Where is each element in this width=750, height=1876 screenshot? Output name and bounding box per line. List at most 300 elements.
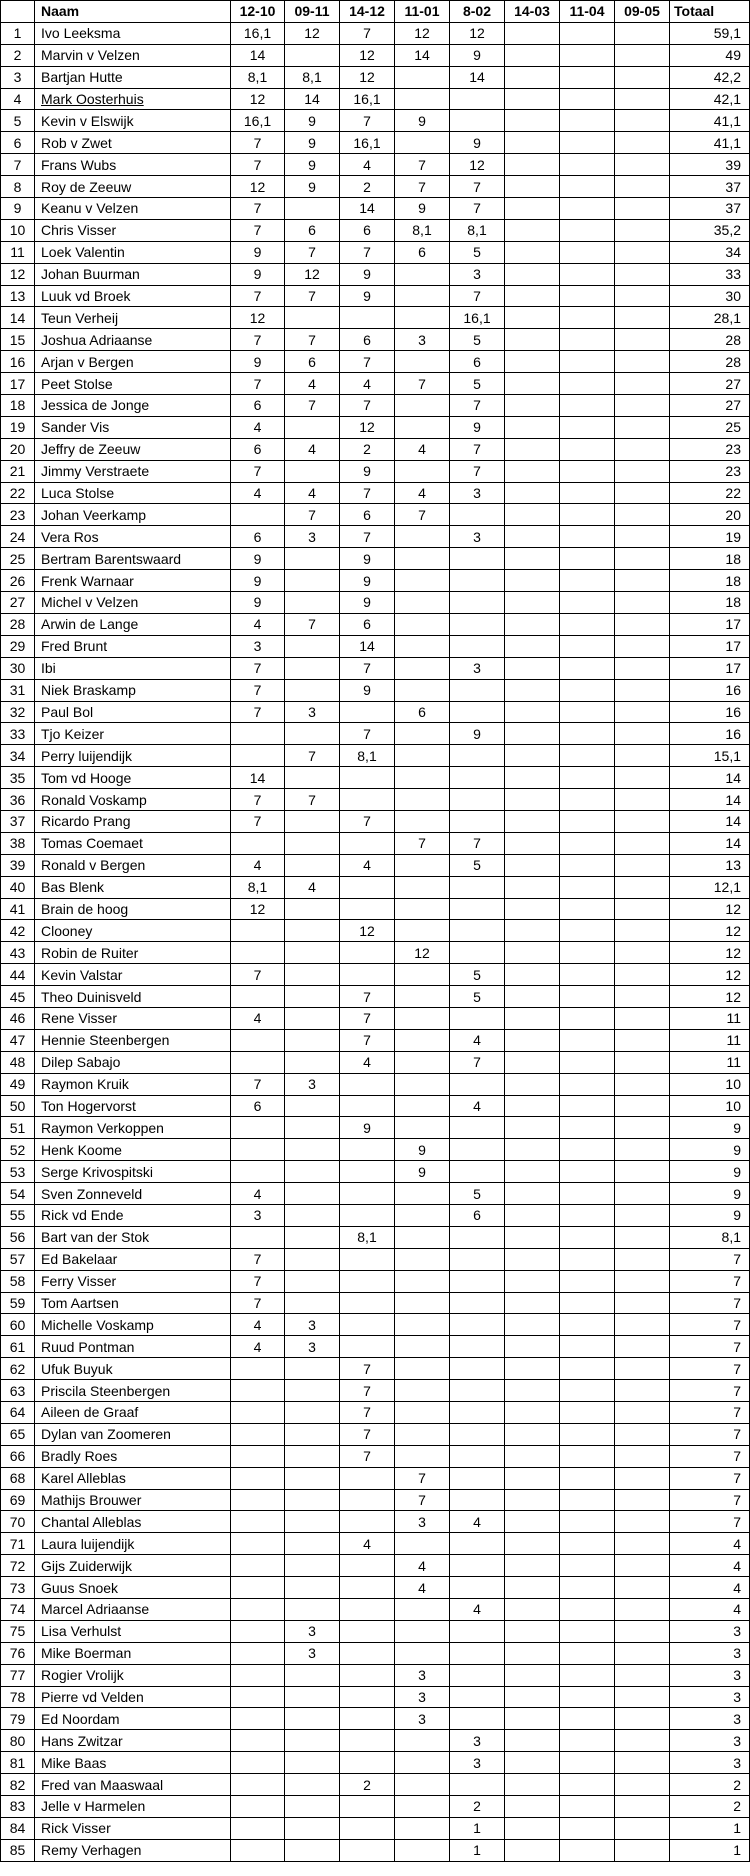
name-cell: Henk Koome (35, 1139, 231, 1161)
name-cell: Pierre vd Velden (35, 1686, 231, 1708)
score-cell (560, 701, 615, 723)
score-cell (505, 789, 560, 811)
score-cell (505, 679, 560, 701)
score-cell (505, 657, 560, 679)
score-cell: 7 (450, 1051, 505, 1073)
total-cell: 3 (670, 1708, 750, 1730)
score-cell (395, 1204, 450, 1226)
score-cell: 7 (231, 329, 285, 351)
score-cell: 14 (231, 767, 285, 789)
table-row (1, 526, 750, 548)
rank-cell: 81 (1, 1752, 35, 1774)
score-cell (615, 701, 670, 723)
score-cell (450, 876, 505, 898)
table-row (1, 395, 750, 417)
score-cell (560, 88, 615, 110)
rank-cell: 79 (1, 1708, 35, 1730)
rank-cell: 30 (1, 657, 35, 679)
score-cell: 7 (285, 745, 340, 767)
table-row (1, 198, 750, 220)
total-cell: 9 (670, 1204, 750, 1226)
total-cell: 17 (670, 613, 750, 635)
name-cell: Dilep Sabajo (35, 1051, 231, 1073)
score-cell (615, 1599, 670, 1621)
score-cell (450, 88, 505, 110)
score-cell (395, 964, 450, 986)
score-cell (231, 1817, 285, 1839)
score-cell: 5 (450, 964, 505, 986)
score-cell (560, 548, 615, 570)
score-cell (231, 1599, 285, 1621)
header-date: 14-12 (340, 1, 395, 23)
score-cell (560, 898, 615, 920)
table-row (1, 1686, 750, 1708)
name-cell: Lisa Verhulst (35, 1620, 231, 1642)
header-total: Totaal (670, 1, 750, 23)
score-cell (340, 1599, 395, 1621)
rank-cell: 66 (1, 1445, 35, 1467)
score-cell: 3 (450, 482, 505, 504)
score-cell (560, 263, 615, 285)
total-cell: 7 (670, 1314, 750, 1336)
score-cell: 7 (340, 482, 395, 504)
name-cell: Arwin de Lange (35, 613, 231, 635)
score-cell (560, 1686, 615, 1708)
name-cell: Niek Braskamp (35, 679, 231, 701)
score-cell (615, 1051, 670, 1073)
rank-cell: 63 (1, 1380, 35, 1402)
score-cell: 3 (395, 1511, 450, 1533)
score-cell (505, 1664, 560, 1686)
score-cell (450, 1642, 505, 1664)
score-cell: 7 (285, 504, 340, 526)
rank-cell: 47 (1, 1029, 35, 1051)
total-cell: 16 (670, 701, 750, 723)
score-cell (395, 1051, 450, 1073)
score-cell (450, 679, 505, 701)
score-cell (615, 1817, 670, 1839)
score-cell (505, 898, 560, 920)
score-cell (395, 132, 450, 154)
score-cell: 2 (450, 1796, 505, 1818)
table-row (1, 1117, 750, 1139)
total-cell: 14 (670, 832, 750, 854)
name-cell: Jeffry de Zeeuw (35, 438, 231, 460)
table-row (1, 1489, 750, 1511)
rank-cell: 20 (1, 438, 35, 460)
score-cell (340, 898, 395, 920)
total-cell: 30 (670, 285, 750, 307)
score-cell: 7 (285, 395, 340, 417)
score-cell (450, 1620, 505, 1642)
name-cell: Michel v Velzen (35, 592, 231, 614)
score-cell (505, 876, 560, 898)
score-cell (615, 438, 670, 460)
score-cell (285, 1533, 340, 1555)
rank-cell: 40 (1, 876, 35, 898)
score-cell (450, 1292, 505, 1314)
table-row (1, 767, 750, 789)
score-cell: 9 (285, 110, 340, 132)
score-cell: 7 (340, 723, 395, 745)
score-cell (505, 635, 560, 657)
score-cell (450, 1336, 505, 1358)
header-date: 12-10 (231, 1, 285, 23)
score-cell (505, 1555, 560, 1577)
score-cell (340, 1095, 395, 1117)
rank-cell: 29 (1, 635, 35, 657)
score-cell: 7 (340, 1029, 395, 1051)
score-cell (615, 1226, 670, 1248)
score-cell (505, 373, 560, 395)
score-cell (231, 1577, 285, 1599)
score-cell: 7 (231, 373, 285, 395)
score-cell (285, 810, 340, 832)
score-cell (340, 1183, 395, 1205)
rank-cell: 54 (1, 1183, 35, 1205)
score-cell (615, 986, 670, 1008)
score-cell (505, 1248, 560, 1270)
score-cell (560, 395, 615, 417)
total-cell: 13 (670, 854, 750, 876)
name-cell: Johan Buurman (35, 263, 231, 285)
score-cell (560, 1620, 615, 1642)
name-cell: Arjan v Bergen (35, 351, 231, 373)
score-cell (560, 942, 615, 964)
score-cell: 7 (340, 351, 395, 373)
table-row (1, 832, 750, 854)
name-cell: Ronald v Bergen (35, 854, 231, 876)
score-cell (560, 1073, 615, 1095)
table-row (1, 613, 750, 635)
rank-cell: 78 (1, 1686, 35, 1708)
table-row (1, 657, 750, 679)
header-date: 11-04 (560, 1, 615, 23)
name-cell: Aileen de Graaf (35, 1402, 231, 1424)
score-cell (505, 1620, 560, 1642)
score-cell (615, 1489, 670, 1511)
score-cell (450, 920, 505, 942)
score-cell: 7 (231, 198, 285, 220)
score-cell: 7 (340, 1007, 395, 1029)
score-cell (615, 1774, 670, 1796)
total-cell: 25 (670, 416, 750, 438)
score-cell (231, 1051, 285, 1073)
score-cell (615, 44, 670, 66)
total-cell: 18 (670, 570, 750, 592)
table-row (1, 920, 750, 942)
score-cell: 16,1 (231, 110, 285, 132)
table-row (1, 1796, 750, 1818)
score-cell (395, 679, 450, 701)
score-cell (395, 1817, 450, 1839)
score-cell: 1 (450, 1817, 505, 1839)
score-cell (615, 351, 670, 373)
score-cell (231, 942, 285, 964)
score-cell: 6 (231, 395, 285, 417)
score-cell (505, 1095, 560, 1117)
score-cell (231, 1686, 285, 1708)
name-cell: Marvin v Velzen (35, 44, 231, 66)
rank-cell: 31 (1, 679, 35, 701)
rank-cell: 43 (1, 942, 35, 964)
score-cell (450, 1423, 505, 1445)
table-row (1, 1007, 750, 1029)
score-cell: 4 (231, 613, 285, 635)
name-cell: Remy Verhagen (35, 1839, 231, 1861)
score-cell (615, 132, 670, 154)
name-cell: Rick vd Ende (35, 1204, 231, 1226)
total-cell: 4 (670, 1533, 750, 1555)
score-cell: 9 (285, 132, 340, 154)
score-cell (505, 1270, 560, 1292)
score-cell (231, 1467, 285, 1489)
total-cell: 3 (670, 1642, 750, 1664)
name-cell: Frenk Warnaar (35, 570, 231, 592)
score-cell: 9 (450, 132, 505, 154)
score-cell (615, 920, 670, 942)
table-row (1, 22, 750, 44)
score-cell (615, 1380, 670, 1402)
table-row (1, 132, 750, 154)
score-cell: 7 (395, 1489, 450, 1511)
rank-cell: 77 (1, 1664, 35, 1686)
score-cell (395, 307, 450, 329)
score-cell: 12 (285, 263, 340, 285)
score-cell (395, 1007, 450, 1029)
score-cell (615, 1555, 670, 1577)
score-cell (560, 986, 615, 1008)
score-cell (450, 1467, 505, 1489)
score-cell (560, 1533, 615, 1555)
score-cell: 7 (340, 22, 395, 44)
score-cell: 7 (340, 810, 395, 832)
score-cell (615, 285, 670, 307)
score-cell (505, 832, 560, 854)
name-cell: Loek Valentin (35, 241, 231, 263)
score-cell (285, 1117, 340, 1139)
name-cell: Keanu v Velzen (35, 198, 231, 220)
total-cell: 9 (670, 1117, 750, 1139)
score-cell (615, 88, 670, 110)
score-cell (505, 1423, 560, 1445)
score-cell (560, 110, 615, 132)
score-cell: 4 (450, 1095, 505, 1117)
table-row (1, 898, 750, 920)
table-row (1, 66, 750, 88)
score-cell (231, 1533, 285, 1555)
total-cell: 7 (670, 1248, 750, 1270)
score-cell (450, 1073, 505, 1095)
score-cell (615, 1445, 670, 1467)
header-index (1, 1, 35, 23)
name-cell: Guus Snoek (35, 1577, 231, 1599)
score-cell (395, 1248, 450, 1270)
score-cell (560, 1204, 615, 1226)
table-row (1, 1577, 750, 1599)
score-cell: 14 (231, 44, 285, 66)
score-cell (505, 1489, 560, 1511)
score-cell: 5 (450, 329, 505, 351)
score-cell: 9 (450, 723, 505, 745)
score-cell: 9 (231, 548, 285, 570)
score-cell: 7 (450, 460, 505, 482)
score-cell (340, 1314, 395, 1336)
score-cell (340, 1139, 395, 1161)
score-cell (615, 1533, 670, 1555)
score-cell (395, 876, 450, 898)
table-row (1, 592, 750, 614)
score-cell: 7 (395, 176, 450, 198)
score-cell (560, 219, 615, 241)
score-cell: 7 (450, 198, 505, 220)
score-cell (615, 241, 670, 263)
score-cell: 5 (450, 373, 505, 395)
total-cell: 42,1 (670, 88, 750, 110)
score-cell (395, 810, 450, 832)
table-row (1, 679, 750, 701)
score-cell (615, 1642, 670, 1664)
rank-cell: 49 (1, 1073, 35, 1095)
score-cell (505, 701, 560, 723)
score-cell (285, 1730, 340, 1752)
score-cell: 7 (450, 832, 505, 854)
score-cell (505, 22, 560, 44)
total-cell: 4 (670, 1555, 750, 1577)
name-cell: Michelle Voskamp (35, 1314, 231, 1336)
rank-cell: 23 (1, 504, 35, 526)
score-cell (505, 942, 560, 964)
name-cell: Clooney (35, 920, 231, 942)
rank-cell: 34 (1, 745, 35, 767)
score-cell: 3 (450, 1730, 505, 1752)
score-cell: 7 (231, 964, 285, 986)
rank-cell: 85 (1, 1839, 35, 1861)
score-cell (395, 460, 450, 482)
total-cell: 7 (670, 1511, 750, 1533)
score-cell: 7 (340, 657, 395, 679)
score-cell (505, 307, 560, 329)
score-cell: 16,1 (340, 132, 395, 154)
table-row (1, 1029, 750, 1051)
name-cell: Serge Krivospitski (35, 1161, 231, 1183)
score-cell (340, 1292, 395, 1314)
score-cell (615, 1117, 670, 1139)
table-row (1, 1380, 750, 1402)
score-cell (285, 548, 340, 570)
table-row (1, 1204, 750, 1226)
score-cell (450, 1161, 505, 1183)
score-cell: 6 (340, 504, 395, 526)
score-cell (505, 482, 560, 504)
score-cell (395, 526, 450, 548)
table-row (1, 1292, 750, 1314)
score-cell (231, 1730, 285, 1752)
table-row (1, 219, 750, 241)
table-row (1, 241, 750, 263)
score-cell (560, 1117, 615, 1139)
name-cell: Jimmy Verstraete (35, 460, 231, 482)
total-cell: 9 (670, 1183, 750, 1205)
table-row (1, 1402, 750, 1424)
score-cell: 12 (231, 307, 285, 329)
score-cell: 4 (450, 1511, 505, 1533)
score-cell (395, 657, 450, 679)
score-cell (615, 613, 670, 635)
score-cell (285, 723, 340, 745)
score-cell (231, 504, 285, 526)
score-cell: 12 (340, 416, 395, 438)
score-cell: 7 (395, 832, 450, 854)
score-cell (285, 1051, 340, 1073)
score-cell (450, 1226, 505, 1248)
score-cell: 7 (231, 701, 285, 723)
total-cell: 7 (670, 1336, 750, 1358)
score-cell (285, 1839, 340, 1861)
score-cell (340, 1248, 395, 1270)
score-cell (395, 723, 450, 745)
table-row (1, 789, 750, 811)
header-date: 14-03 (505, 1, 560, 23)
score-cell (505, 1204, 560, 1226)
score-cell (450, 1664, 505, 1686)
score-cell: 7 (450, 438, 505, 460)
table-row (1, 1183, 750, 1205)
score-cell: 7 (340, 526, 395, 548)
score-cell (560, 1380, 615, 1402)
total-cell: 4 (670, 1599, 750, 1621)
score-cell: 7 (285, 789, 340, 811)
score-cell (505, 219, 560, 241)
table-row (1, 1620, 750, 1642)
rank-cell: 76 (1, 1642, 35, 1664)
score-cell (450, 1686, 505, 1708)
name-cell: Ivo Leeksma (35, 22, 231, 44)
score-cell: 6 (231, 438, 285, 460)
score-cell (615, 307, 670, 329)
total-cell: 3 (670, 1730, 750, 1752)
score-cell: 4 (450, 1029, 505, 1051)
total-cell: 7 (670, 1489, 750, 1511)
score-cell (285, 1292, 340, 1314)
score-cell (560, 1467, 615, 1489)
name-cell: Mathijs Brouwer (35, 1489, 231, 1511)
score-cell (560, 723, 615, 745)
score-cell (560, 1817, 615, 1839)
score-cell (560, 198, 615, 220)
table-row (1, 1730, 750, 1752)
score-cell: 9 (340, 460, 395, 482)
score-cell (285, 1796, 340, 1818)
name-cell: Roy de Zeeuw (35, 176, 231, 198)
score-cell (340, 1161, 395, 1183)
score-cell (285, 1183, 340, 1205)
score-cell: 9 (231, 592, 285, 614)
score-cell (231, 1774, 285, 1796)
score-cell: 7 (340, 1445, 395, 1467)
score-cell (615, 898, 670, 920)
score-cell (285, 1752, 340, 1774)
score-cell (560, 44, 615, 66)
score-cell: 3 (450, 657, 505, 679)
score-cell (615, 679, 670, 701)
score-cell: 6 (340, 329, 395, 351)
score-cell: 9 (231, 570, 285, 592)
rank-cell: 35 (1, 767, 35, 789)
score-cell (560, 416, 615, 438)
score-cell (560, 526, 615, 548)
total-cell: 34 (670, 241, 750, 263)
